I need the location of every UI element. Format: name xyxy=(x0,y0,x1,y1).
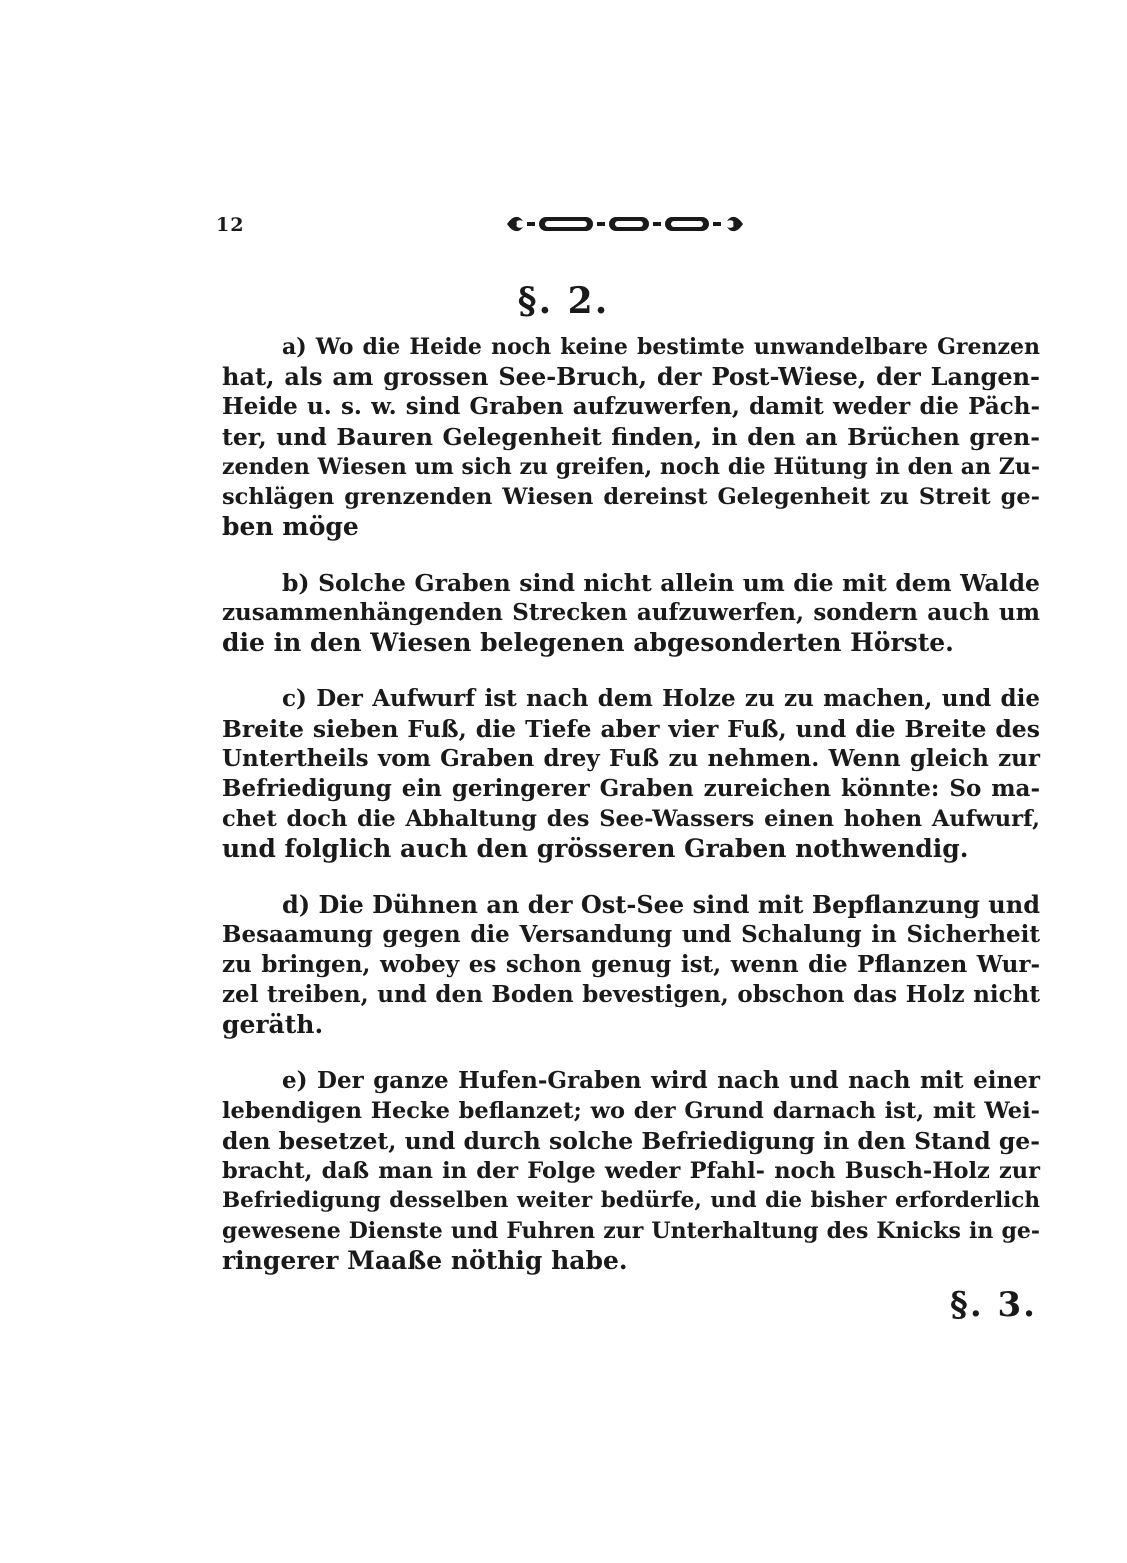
text-line: die in den Wiesen belegenen abgesonderten Hörste. xyxy=(222,628,954,657)
section-heading: §. 2. xyxy=(517,280,610,322)
text-line: Untertheils vom Graben drey Fuß zu nehmen. Wenn gleich zur xyxy=(222,745,1040,772)
text-line: zu bringen, wobey es schon genug ist, wenn die Pflanzen Wur- xyxy=(222,951,1040,978)
text-line: Befriedigung desselben weiter bedürfe, und die bisher erforderlich xyxy=(222,1188,1040,1213)
paragraph-a xyxy=(222,332,1040,542)
text-line: Breite sieben Fuß, die Tiefe aber vier Fuß, und die Breite des xyxy=(222,715,1040,743)
text-line: d) Die Dühnen an der Ost-See sind mit Bepflanzung und xyxy=(282,890,1040,919)
text-line: zenden Wiesen um sich zu greifen, noch die Hütung in den an Zu- xyxy=(222,454,1040,480)
text-line: chet doch die Abhaltung des See-Wassers einen hohen Aufwurf, xyxy=(222,806,1040,832)
page-number: 12 xyxy=(216,214,245,236)
body-text xyxy=(222,332,1040,1276)
text-line: gewesene Dienste und Fuhren zur Unterhaltung des Knicks in ge- xyxy=(222,1218,1040,1244)
text-line: hat, als am grossen See-Bruch, der Post-Wiese, der Langen- xyxy=(222,362,1040,391)
paragraph-d xyxy=(222,890,1040,1040)
paragraph-b xyxy=(222,568,1040,658)
text-line: a) Wo die Heide noch keine bestimte unwandelbare Grenzen xyxy=(282,334,1040,360)
text-line: den besetzet, und durch solche Befriedigung in den Stand ge- xyxy=(222,1127,1040,1155)
text-line: e) Der ganze Hufen-Graben wird nach und nach mit einer xyxy=(282,1067,1040,1094)
catchword: §. 3. xyxy=(950,1285,1037,1325)
text-line: ringerer Maaße nöthig habe. xyxy=(222,1246,628,1275)
text-line: b) Solche Graben sind nicht allein um die mit dem Walde xyxy=(282,569,1040,597)
ornament-divider xyxy=(505,211,745,237)
text-line: schlägen grenzenden Wiesen dereinst Gelegenheit zu Streit ge- xyxy=(222,484,1040,510)
text-line: ter, und Bauren Gelegenheit finden, in den an Brüchen gren- xyxy=(222,423,1040,451)
text-line: bracht, daß man in der Folge weder Pfahl- noch Busch-Holz zur xyxy=(222,1158,1040,1184)
text-line: ben möge xyxy=(222,512,359,541)
text-line: lebendigen Hecke beflanzet; wo der Grund darnach ist, mit Wei- xyxy=(222,1098,1040,1124)
paragraph-e xyxy=(222,1066,1040,1276)
text-line: Befriedigung ein geringerer Graben zureichen könnte: So ma- xyxy=(222,775,1040,802)
text-line: zel treiben, und den Boden bevestigen, obschon das Holz nicht xyxy=(222,981,1040,1008)
text-line: zusammenhängenden Strecken aufzuwerfen, sondern auch um xyxy=(222,599,1040,626)
text-line: geräth. xyxy=(222,1010,324,1039)
text-line: und folglich auch den grösseren Graben nothwendig. xyxy=(222,834,969,863)
text-line: c) Der Aufwurf ist nach dem Holze zu zu machen, und die xyxy=(282,685,1040,712)
paragraph-c xyxy=(222,684,1040,864)
text-line: Heide u. s. w. sind Graben aufzuwerfen, damit weder die Päch- xyxy=(222,393,1040,420)
text-line: Besaamung gegen die Versandung und Schalung in Sicherheit xyxy=(222,921,1040,948)
